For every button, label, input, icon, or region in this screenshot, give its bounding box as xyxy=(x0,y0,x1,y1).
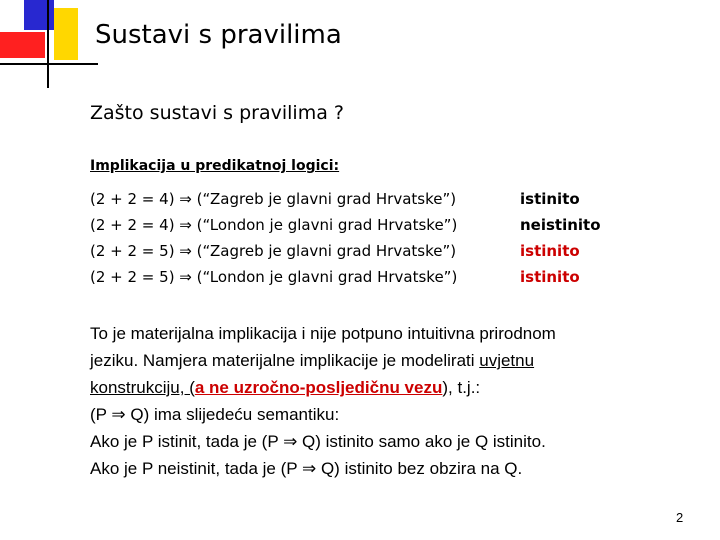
page-number: 2 xyxy=(676,510,684,525)
paragraph-line: Ako je P istinit, tada je (P ⇒ Q) istinito samo ako je Q istinito. xyxy=(90,432,546,451)
paragraph-text: ), t.j.: xyxy=(442,378,481,397)
corner-decoration-graphic xyxy=(0,0,100,90)
paragraph-line xyxy=(90,374,690,401)
implication-formula: (2 + 2 = 4) ⇒ (“London je glavni grad Hrvatske”) xyxy=(90,216,458,234)
section-heading: Implikacija u predikatnoj logici: xyxy=(90,158,340,174)
truth-value: neistinito xyxy=(520,216,601,234)
slide-subtitle: Zašto sustavi s pravilima ? xyxy=(90,102,344,124)
truth-value: istinito xyxy=(520,190,580,208)
corner-decoration xyxy=(0,0,100,90)
implication-formula: (2 + 2 = 5) ⇒ (“London je glavni grad Hrvatske”) xyxy=(90,268,458,286)
emphasis-text: a ne uzročno-posljedičnu vezu xyxy=(194,378,443,397)
implication-formula: (2 + 2 = 4) ⇒ (“Zagreb je glavni grad Hrvatske”) xyxy=(90,190,457,208)
truth-value: istinito xyxy=(520,268,580,286)
underlined-term: konstrukciju, ( xyxy=(90,378,195,397)
truth-value: istinito xyxy=(520,242,580,260)
paragraph-line: Ako je P neistinit, tada je (P ⇒ Q) istinito bez obzira na Q. xyxy=(90,459,523,478)
implication-formula: (2 + 2 = 5) ⇒ (“Zagreb je glavni grad Hrvatske”) xyxy=(90,242,457,260)
paragraph-line: (P ⇒ Q) ima slijedeću semantiku: xyxy=(90,405,340,424)
underlined-term: uvjetnu xyxy=(479,351,535,370)
paragraph-text: jeziku. Namjera materijalne implikacije je modelirati xyxy=(90,351,480,370)
slide-title: Sustavi s pravilima xyxy=(95,20,342,50)
explanation-paragraph xyxy=(90,320,690,482)
paragraph-line xyxy=(90,347,690,374)
paragraph-line: To je materijalna implikacija i nije potpuno intuitivna prirodnom xyxy=(90,324,556,343)
